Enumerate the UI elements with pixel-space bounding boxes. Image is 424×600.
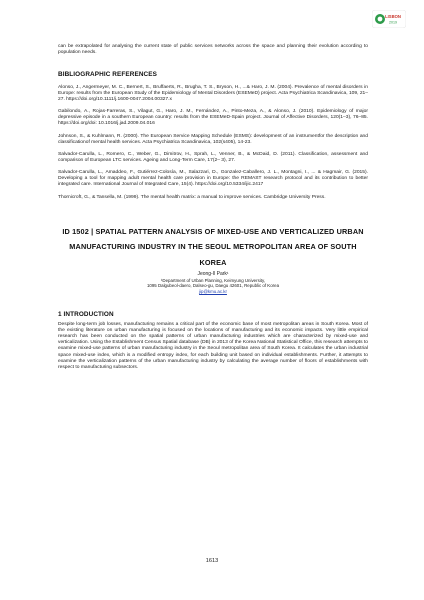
reference-list — [58, 85, 368, 200]
logo-text: LISBON — [385, 14, 401, 19]
reference-item: Salvador-Carulla, L., Romero, C., Weber, G., Dimitrov, H., Sprah, L., Venner, B., & McDaid, D. (2011). Classification, assessment and comparison of European LTC services. Ageing and Long-Term Care, 17(2– 3), 27. — [58, 152, 368, 164]
affiliation-line-1: ¹Department of Urban Planning, Keimyung University, — [160, 277, 266, 283]
bibliography-heading: BIBLIOGRAPHIC REFERENCES — [58, 71, 157, 79]
conference-logo-icon — [372, 10, 406, 28]
introduction-text: Despite long-term job losses, manufacturing remains a critical part of the economic base of most metropolitan areas in South Korea. Most of the existing literature on urban manufacturing is focused on the locations of manufacturing and its economic impacts. Very little empirical research has been conducted on the spatial patterns of urban manufacturing industries which are characterized by mixed-use and verticalization. Using the Establishment Census Spatial database (DB) in 2013 of the Korea National Statistical Office, this research attempts to examine mixed-use patterns of urban manufacturing industry in the Seoul metropolitan area of South Korea. It calculates the urban industrial space mixed-use index, which is a modified entropy index, for each building unit based on individual establishments. Further, it attempts to examine the verticalization patterns of the urban manufacturing industry by calculating the average number of floors of establishments with respect to manufacturing subsectors. — [58, 322, 368, 370]
reference-item: Salvador-Carulla, L., Amaddeo, F., Gutiérrez-Colosía, M., Salazzari, D., Gonzalez-Caballero, J. L., Montagni, I., ... & Hagmair, G. (2015). Developing a tool for mapping adult mental health care provision in Europe: the REMAST research protocol and its contribution to better integrated care. International Journal of Integrated Care, 15(4). https://doi.org/10.5334/ijic.2417 — [58, 170, 368, 188]
reference-item: Johnson, S., & Kuhlmann, R. (2000). The European Service Mapping Schedule (ESMS): development of an instrumentfor the description and classificationof mental health services. Acta Psychiatrica Scandinavica, 102(s405), 14-23. — [58, 133, 368, 145]
affiliation-line-2: 1095 Dalgubeol-daero, Dalseo-gu, Daegu 42601, Republic of Korea — [146, 283, 280, 289]
author-name: Jeong-Il Park¹ — [197, 271, 229, 278]
page-content — [58, 44, 368, 371]
reference-item: Alonso, J., Angermeyer, M. C., Bernert, S., Bruffaerts, R., Brugha, T. S., Bryson, H., ...& Haro, J. M. (2004). Prevalence of mental disorders in Europe: results from the European Study of the Epidemiology of Mental Disorders (ESEMeD) project. Acta Psychiatrica Scandinavica, 109, 21–27. https://doi.org/10.1111/j.1600-0047.2004.00327.x — [58, 85, 368, 103]
logo-subtext: 2019 — [389, 20, 397, 25]
reference-item: Gabilondo, A., Rojas-Farreras, S., Vilagut, G., Haro, J. M., Fernández, A., Pinto-Meza, A., & Alonso, J. (2010). Epidemiology of major depressive episode in a southern European country: results from the ESEMeD-Spain project. Journal of Affective Disorders, 120(1–3), 76–85. https://doi.org/doi: 10.1016/j.jad.2009.04.016 — [58, 109, 368, 127]
introduction-heading: 1 INTRODUCTION — [58, 311, 114, 319]
author-email-link[interactable]: jip@kmu.ac.kr — [199, 289, 227, 295]
continued-paragraph: can be extrapolated for analysing the current state of public services networks across the space and planning their evolution according to population needs. — [58, 44, 368, 56]
page-number: 1613 — [205, 558, 219, 564]
reference-item: Thornicroft, G., & Tansella, M. (1999). The mental health matrix: a manual to improve services. Cambridge University Press. — [58, 194, 326, 200]
article-title: ID 1502 | SPATIAL PATTERN ANALYSIS OF MIXED-USE AND VERTICALIZED URBAN MANUFACTURING INDUSTRY IN THE SEOUL METROPOLITAN AREA OF SOUTH KOREA — [62, 226, 364, 267]
conference-logo — [372, 10, 406, 28]
